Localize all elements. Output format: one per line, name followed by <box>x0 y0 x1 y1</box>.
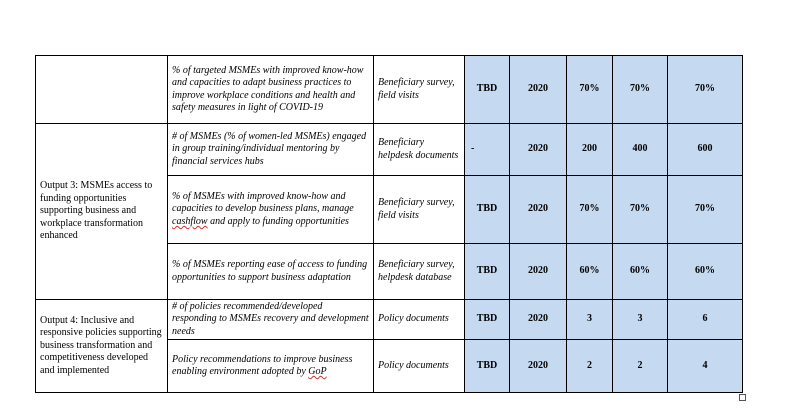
indicator-cell: % of MSMEs reporting ease of access to funding opportunities to support business adaptation <box>168 244 374 300</box>
year-cell: 2020 <box>510 244 567 300</box>
table-row <box>36 124 743 176</box>
baseline-cell: TBD <box>465 340 510 393</box>
indicator-cell <box>168 340 374 393</box>
year-cell: 2020 <box>510 300 567 340</box>
target-cell: 2 <box>567 340 613 393</box>
table-resize-handle[interactable] <box>739 394 746 401</box>
source-cell: Beneficiary survey, helpdesk database <box>374 244 465 300</box>
output-3-label: Output 3: MSMEs access to funding opportunities supporting business and workplace transformation enhanced <box>36 124 168 300</box>
target-cell: 70% <box>668 56 743 124</box>
spellcheck-marked-word: cashflow <box>172 215 208 227</box>
target-cell: 70% <box>567 56 613 124</box>
target-cell: 600 <box>668 124 743 176</box>
table-row <box>36 56 743 124</box>
source-cell: Beneficiary survey, field visits <box>374 176 465 244</box>
indicator-cell <box>168 176 374 244</box>
output-cell-empty <box>36 56 168 124</box>
target-cell: 60% <box>567 244 613 300</box>
target-cell: 3 <box>613 300 668 340</box>
indicator-cell: # of MSMEs (% of women-led MSMEs) engaged in group training/individual mentoring by financial services hubs <box>168 124 374 176</box>
indicator-text: Policy recommendations to improve business enabling environment adopted by <box>172 353 353 377</box>
year-cell: 2020 <box>510 56 567 124</box>
target-cell: 3 <box>567 300 613 340</box>
baseline-cell: TBD <box>465 300 510 340</box>
year-cell: 2020 <box>510 340 567 393</box>
target-cell: 60% <box>668 244 743 300</box>
target-cell: 70% <box>668 176 743 244</box>
year-cell: 2020 <box>510 176 567 244</box>
indicator-cell: # of policies recommended/developed responding to MSMEs recovery and development needs <box>168 300 374 340</box>
target-cell: 70% <box>567 176 613 244</box>
baseline-cell: TBD <box>465 244 510 300</box>
results-framework-table <box>35 55 743 393</box>
target-cell: 70% <box>613 176 668 244</box>
target-cell: 6 <box>668 300 743 340</box>
indicator-text: and apply to funding opportunities <box>207 215 349 227</box>
source-cell: Beneficiary helpdesk documents <box>374 124 465 176</box>
baseline-cell: - <box>465 124 510 176</box>
table-row <box>36 300 743 340</box>
target-cell: 400 <box>613 124 668 176</box>
year-cell: 2020 <box>510 124 567 176</box>
target-cell: 70% <box>613 56 668 124</box>
source-cell: Policy documents <box>374 340 465 393</box>
baseline-cell: TBD <box>465 56 510 124</box>
target-cell: 60% <box>613 244 668 300</box>
indicator-cell: % of targeted MSMEs with improved know-how and capacities to adapt business practices to improve workplace conditions and health and safety measures in light of COVID-19 <box>168 56 374 124</box>
source-cell: Beneficiary survey, field visits <box>374 56 465 124</box>
target-cell: 2 <box>613 340 668 393</box>
target-cell: 200 <box>567 124 613 176</box>
output-4-label: Output 4: Inclusive and responsive policies supporting business transformation and competitiveness developed and implemented <box>36 300 168 393</box>
target-cell: 4 <box>668 340 743 393</box>
baseline-cell: TBD <box>465 176 510 244</box>
indicator-text: % of MSMEs with improved know-how and capacities to develop business plans, manage <box>172 190 354 215</box>
spellcheck-marked-word: GoP <box>308 366 327 377</box>
source-cell: Policy documents <box>374 300 465 340</box>
